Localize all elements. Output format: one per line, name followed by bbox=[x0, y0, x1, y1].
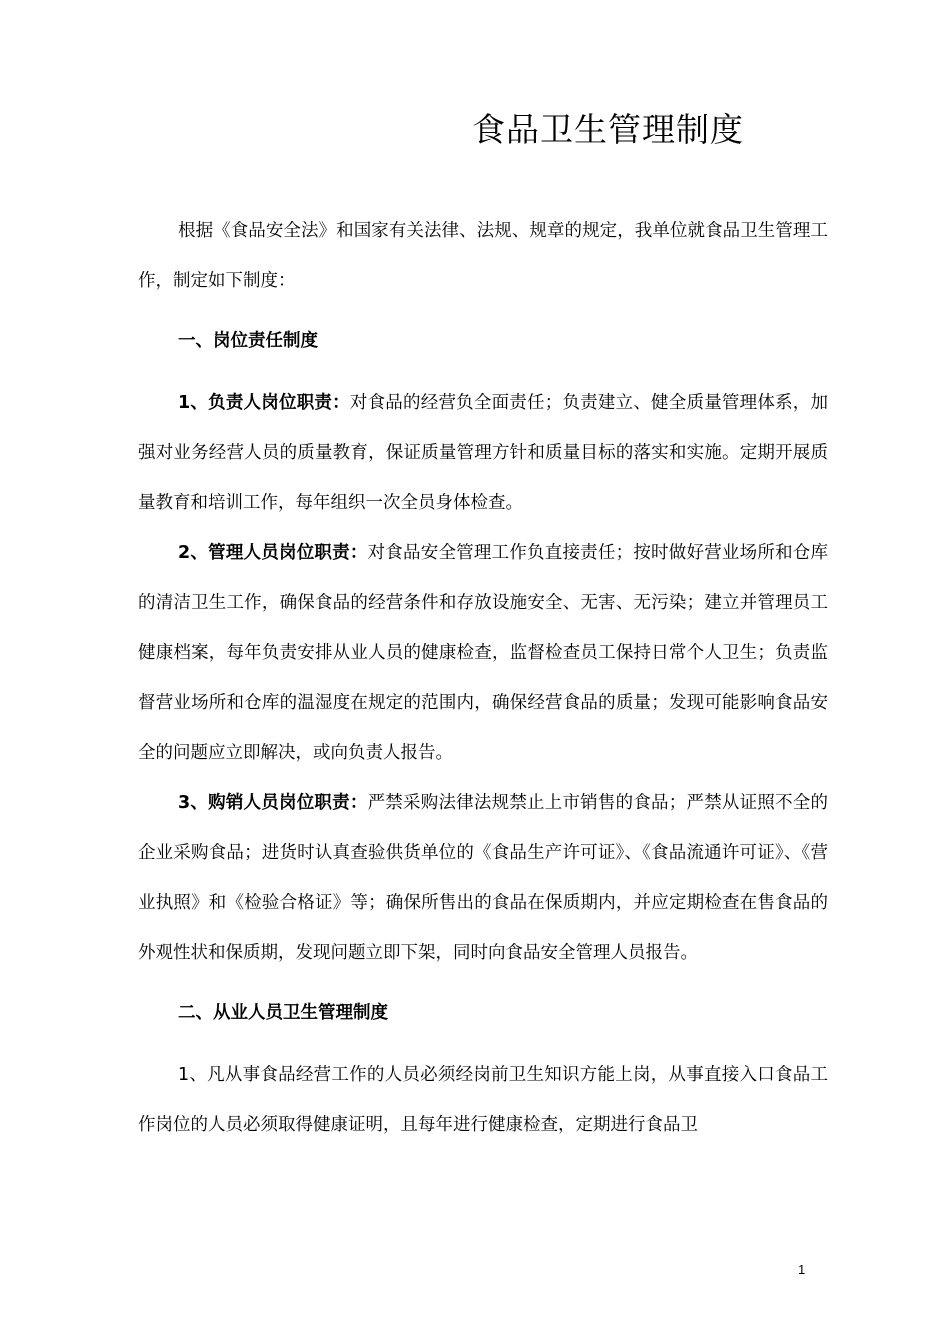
paragraph-1-2 bbox=[138, 528, 828, 778]
page-number: 1 bbox=[798, 1262, 806, 1277]
item-text: 严禁采购法律法规禁止上市销售的食品；严禁从证照不全的企业采购食品；进货时认真查验供货单位的《食品生产许可证》、《食品流通许可证》、《营业执照》和《检验合格证》等；确保所售出的食品在保质期内，并应定期检查在售食品的外观性状和保质期，发现问题立即下架，同时向食品安全管理人员报告。 bbox=[138, 793, 829, 963]
document-body bbox=[138, 206, 828, 1150]
paragraph-1-1 bbox=[138, 378, 828, 528]
document-title: 食品卫生管理制度 bbox=[472, 110, 744, 149]
section-heading-2: 二、从业人员卫生管理制度 bbox=[178, 1003, 388, 1023]
item-text: 1、凡从事食品经营工作的人员必须经岗前卫生知识方能上岗，从事直接入口食品工作岗位的人员必须取得健康证明，且每年进行健康检查，定期进行食品卫 bbox=[138, 1065, 828, 1135]
paragraph-2-1 bbox=[138, 1050, 828, 1150]
item-text: 对食品安全管理工作负直接责任；按时做好营业场所和仓库的清洁卫生工作，确保食品的经营条件和存放设施安全、无害、无污染；建立并管理员工健康档案，每年负责安排从业人员的健康检查，监督检查员工保持日常个人卫生；负责监督营业场所和仓库的温湿度在规定的范围内，确保经营食品的质量；发现可能影响食品安全的问题应立即解决，或向负责人报告。 bbox=[138, 543, 829, 763]
item-text: 对食品的经营负全面责任；负责建立、健全质量管理体系，加强对业务经营人员的质量教育，保证质量管理方针和质量目标的落实和实施。定期开展质量教育和培训工作，每年组织一次全员身体检查。 bbox=[138, 393, 828, 513]
item-lead: 3、购销人员岗位职责： bbox=[178, 793, 368, 813]
item-lead: 2、管理人员岗位职责： bbox=[178, 543, 368, 563]
section-heading-1: 一、岗位责任制度 bbox=[178, 331, 318, 351]
intro-paragraph: 根据《食品安全法》和国家有关法律、法规、规章的规定，我单位就食品卫生管理工作，制定如下制度： bbox=[138, 221, 828, 291]
item-lead: 1、负责人岗位职责： bbox=[178, 393, 350, 413]
paragraph-1-3 bbox=[138, 778, 828, 978]
